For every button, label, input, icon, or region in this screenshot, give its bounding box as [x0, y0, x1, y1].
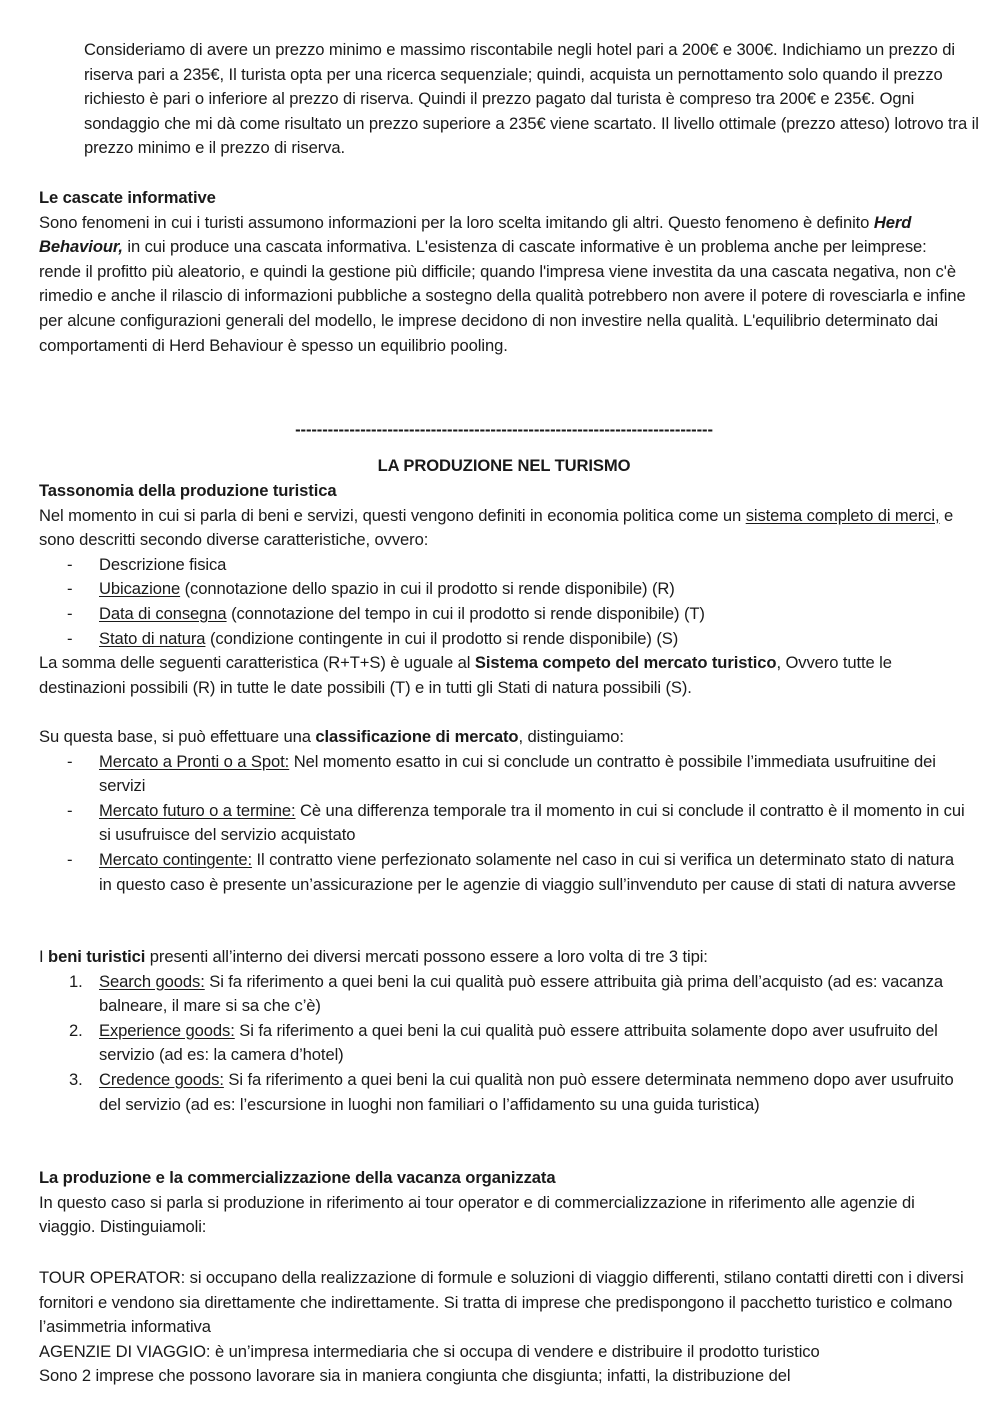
section-body: Sono fenomeni in cui i turisti assumono informazioni per la loro scelta imitando gli altri. Questo fenomeno è definito Herd Behaviour, in cui produce una cascata informativa. L'esistenza di cascate informative è un problema anche per leimprese: rende il profitto più aleatorio, e quindi la gestione più difficile; quando l'impresa viene investita da una cascata negativa, non c'è rimedio e anche il rilascio di informazioni pubbliche a sostegno della qualità potrebbero non avere il potere di rovesciarla e infine per alcune configurazioni generali del modello, le imprese decidono di non investire nella qualità. L'equilibrio determinato dai comportamenti di Herd Behaviour è spesso un equilibrio pooling. [39, 212, 966, 355]
beni-turistici-term: beni turistici [48, 947, 146, 966]
list-item: - Ubicazione (connotazione dello spazio in cui il prodotto si rende disponibile) (R) [39, 577, 969, 602]
closing-paragraph: Sono 2 imprese che possono lavorare sia in maniera congiunta che disgiunta; infatti, la distribuzione del [39, 1366, 791, 1386]
section-operatori [39, 1266, 969, 1389]
item-number: 2. [69, 1020, 83, 1040]
section-body: Nel momento in cui si parla di beni e servizi, questi vengono definiti in economia politica come un sistema completo di merci, e sono descritti secondo diverse caratteristiche, ovvero: [39, 505, 954, 550]
section-body: Su questa base, si può effettuare una classificazione di mercato, distinguiamo: [39, 727, 624, 746]
agenzie-paragraph: AGENZIE DI VIAGGIO: è un’impresa intermediaria che si occupa di vendere e distribuire il prodotto turistico [39, 1341, 820, 1361]
list-item: 1. Search goods: Si fa riferimento a quei beni la cui qualità può essere attribuita già prima dell’acquisto (ad es: vacanza balneare, il mare si sa che c’è) [69, 971, 943, 1016]
item-term: Search goods: [99, 971, 205, 991]
bullet-dash: - [67, 554, 73, 574]
bullet-dash: - [67, 579, 73, 599]
list-item: 2. Experience goods: Si fa riferimento a quei beni la cui qualità può essere attribuita solamente dopo aver usufruito del servizio (ad es: la camera d’hotel) [69, 1020, 938, 1065]
list-item: - Data di consegna (connotazione del tempo in cui il prodotto si rende disponibile) (T) [39, 602, 969, 627]
bullet-dash: - [67, 800, 73, 820]
item-number: 1. [69, 971, 83, 991]
item-term: Ubicazione [99, 579, 181, 599]
herd-behaviour-term: Herd Behaviour, [39, 212, 912, 257]
item-term: Data di consegna [99, 603, 227, 623]
list-item: - Stato di natura (condizione contingente in cui il prodotto si rende disponibile) (S) [39, 627, 969, 652]
item-number: 3. [69, 1069, 83, 1089]
section-classificazione [39, 725, 969, 897]
classificazione-term: classificazione di mercato [315, 727, 519, 746]
section-cascate-informative [39, 186, 969, 358]
bullet-dash: - [67, 603, 73, 623]
item-term: Mercato a Pronti o a Spot: [99, 751, 290, 771]
sistema-competo-term: Sistema competo del mercato turistico [474, 653, 777, 673]
item-term: Mercato futuro o a termine: [99, 800, 296, 820]
list-item: - Mercato futuro o a termine: Cè una differenza temporale tra il momento in cui si conclude il contratto è il momento in cui si usufruisce del servizio acquistato [67, 800, 965, 845]
list-item: 3. Credence goods: Si fa riferimento a quei beni la cui qualità non può essere determinata nemmeno dopo aver usufruito del servizio (ad es: l’escursione in luoghi non familiari o l’affidamento su una guida turistica) [69, 1069, 954, 1114]
section-beni-turistici [39, 945, 969, 1117]
bullet-dash: - [67, 849, 73, 869]
section-vacanza-organizzata [39, 1166, 969, 1240]
sum-paragraph: La somma delle seguenti caratteristica (R+T+S) è uguale al Sistema competo del mercato turistico, Ovvero tutte le destinazioni possibili (R) in tutte le date possibili (T) e in tutti gli Stati di natura possibili (S). [39, 653, 892, 697]
bullet-dash: - [67, 628, 73, 648]
section-heading: Le cascate informative [39, 188, 216, 207]
section-tassonomia [39, 479, 969, 700]
intro-paragraph: Consideriamo di avere un prezzo minimo e massimo riscontabile negli hotel pari a 200€ e 300€. Indichiamo un prezzo di riserva pari a 235€, Il turista opta per una ricerca sequenziale; quindi, acquista un pernottamento solo quando il prezzo richiesto è pari o inferiore al prezzo di riserva. Quindi il prezzo pagato dal turista è compreso tra 200€ e 235€. Ogni sondaggio che mi dà come risultato un prezzo superiore a 235€ viene scartato. Il livello ottimale (prezzo atteso) lotrovo tra il prezzo minimo e il prezzo di riserva. [84, 40, 979, 158]
item-term: Credence goods: [99, 1069, 224, 1089]
tour-operator-paragraph: TOUR OPERATOR: si occupano della realizzazione di formule e soluzioni di viaggio differenti, stilano contatti diretti con i diversi fornitori e vendono sia direttamente che indirettamente. Si tratta di imprese che predispongono il pacchetto turistico e colmano l’asimmetria informativa [39, 1268, 964, 1337]
bullet-dash: - [67, 751, 73, 771]
section-heading: La produzione e la commercializzazione della vacanza organizzata [39, 1168, 556, 1187]
chapter-title: LA PRODUZIONE NEL TURISMO [377, 456, 631, 475]
section-divider: ----------------------------------------------------------------------------- [295, 420, 713, 439]
section-body: I beni turistici presenti all’interno dei diversi mercati possono essere a loro volta di tre 3 tipi: [39, 947, 708, 966]
list-item: - Descrizione fisica [39, 553, 969, 578]
item-term: Mercato contingente: [99, 849, 252, 869]
list-item: - Mercato contingente: Il contratto viene perfezionato solamente nel caso in cui si verifica un determinato stato di natura in questo caso è presente un’assicurazione per le agenzie di viaggio sull’invenduto per cause di stati di natura avverse [67, 849, 956, 894]
sistema-merci-term: sistema completo di merci, [745, 505, 940, 525]
section-body: In questo caso si parla si produzione in riferimento ai tour operator e di commercializzazione in riferimento alle agenzie di viaggio. Distinguiamoli: [39, 1192, 915, 1237]
item-term: Experience goods: [99, 1020, 235, 1040]
list-item: - Mercato a Pronti o a Spot: Nel momento esatto in cui si conclude un contratto è possibile l’immediata usufruitine dei servizi [67, 751, 936, 796]
item-term: Stato di natura [99, 628, 206, 648]
section-heading: Tassonomia della produzione turistica [39, 481, 337, 500]
